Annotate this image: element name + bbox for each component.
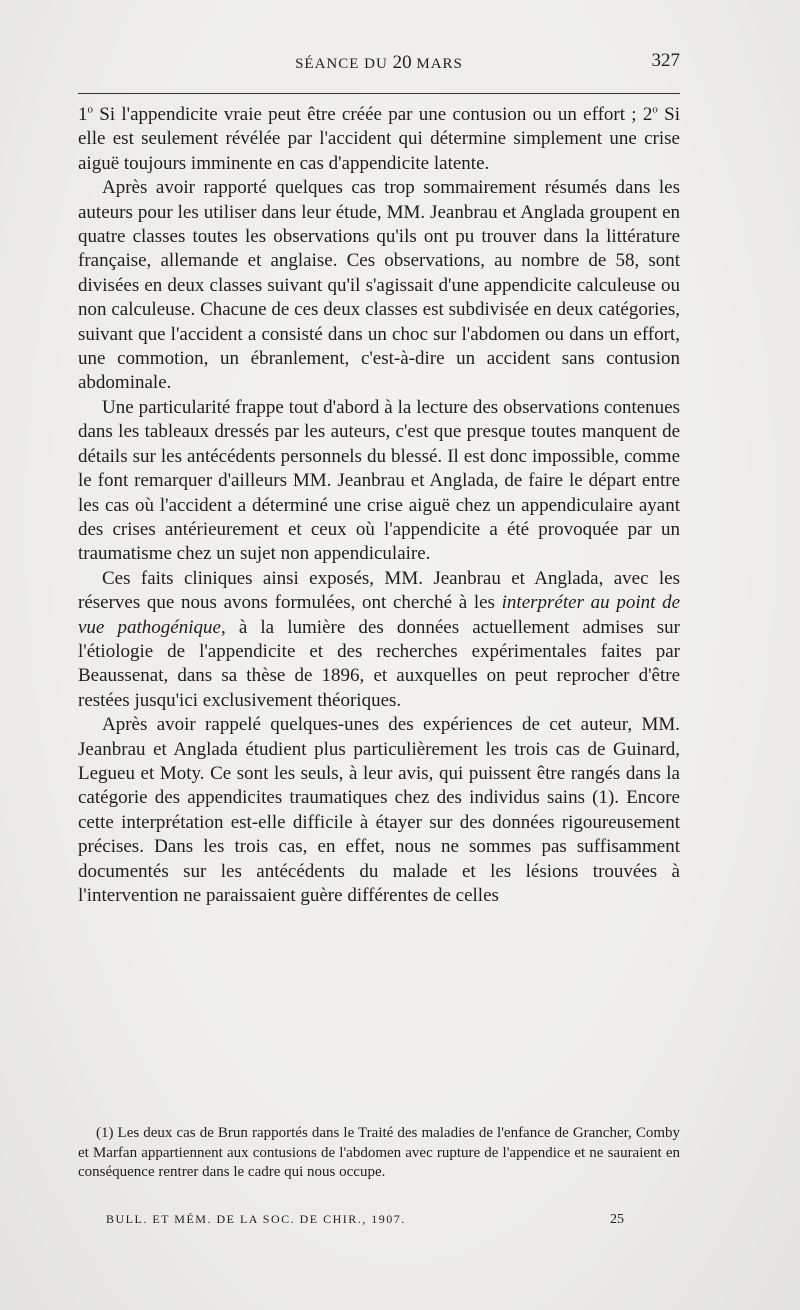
p4-italic: interpréter au point de vue pathogénique: [78, 592, 680, 638]
footnote: [78, 1124, 680, 1183]
page-footer: [78, 1212, 680, 1232]
footnote-text: (1) Les deux cas de Brun rapportés dans le Traité des maladies de l'enfance de Grancher, Comby et Marfan appartiennent aux contusions de l'abdomen avec rupture de l'appendice et ne sauraient en conséquence rentrer dans le cadre qui nous occupe.: [78, 1125, 680, 1181]
p4-text2: , à la lumière des données actuellement admises sur l'étiologie de l'appendicite et des recherches expérimentales faites par Beaussenat, dans sa thèse de 1896, et auxquelles on peut reprocher d'être restées jusqu'ici exclusivement théoriques.: [78, 616, 680, 711]
header-rule: [78, 93, 680, 94]
paragraph-2: Après avoir rapporté quelques cas trop sommairement résumés dans les auteurs pour les utiliser dans leur étude, MM. Jeanbrau et Anglada groupent en quatre classes toutes les observations qu'ils ont pu trouver dans la littérature française, allemande et anglaise. Ces observations, au nombre de 58, sont divisées en deux classes suivant qu'il s'agissait d'une appendicite calculeuse ou non calculeuse. Chacune de ces deux classes est subdivisée en deux catégories, suivant que l'accident a consisté dans un choc sur l'abdomen ou dans un effort, une commotion, un ébranlement, c'est-à-dire un accident sans contusion abdominale.: [78, 177, 680, 394]
p1-sup2: o: [652, 103, 658, 116]
footer-signature: 25: [610, 1212, 624, 1227]
footer-citation: BULL. ET MÉM. DE LA SOC. DE CHIR., 1907.: [106, 1212, 406, 1226]
p1-sup1: o: [87, 103, 93, 116]
paragraph-3: Une particularité frappe tout d'abord à la lecture des observations contenues dans les tableaux dressés par les auteurs, c'est que presque toutes manquent de détails sur les antécédents personnels du blessé. Il est donc impossible, comme le font remarquer d'ailleurs MM. Jeanbrau et Anglada, de faire le départ entre les cas où l'accident a déterminé une crise aiguë chez un appendiculaire ayant des crises antérieurement et ceux où l'appendicite a été provoquée par un traumatisme chez un sujet non appendiculaire.: [78, 396, 680, 565]
header-title-date: 20: [392, 52, 412, 73]
page-number: 327: [651, 50, 680, 71]
paragraph-1: [78, 103, 680, 176]
p4-text1: Ces faits cliniques ainsi exposés, MM. Jeanbrau et Anglada, avec les réserves que nous avons formulées, ont cherché à les: [78, 567, 680, 614]
paragraph-4: [78, 567, 680, 713]
header-title: [78, 52, 680, 74]
header-title-post: MARS: [411, 56, 463, 72]
body-text: [78, 103, 680, 908]
p1-text2: Si elle est seulement révélée par l'accident qui détermine simplement une crise aiguë toujours imminente en cas d'appendicite latente.: [78, 104, 680, 174]
header-title-pre: SÉANCE DU: [295, 56, 393, 72]
p1-text1: Si l'appendicite vraie peut être créée par une contusion ou un effort ; 2: [93, 104, 653, 125]
running-header: [78, 50, 680, 74]
paragraph-5: Après avoir rappelé quelques-unes des expériences de cet auteur, MM. Jeanbrau et Anglada étudient plus particulièrement les trois cas de Guinard, Legueu et Moty. Ce sont les seuls, à leur avis, qui puissent être rangés dans la catégorie des appendicites traumatiques chez des individus sains (1). Encore cette interprétation est-elle difficile à étayer sur des données rigoureusement précises. Dans les trois cas, en effet, nous ne sommes pas suffisamment documentés sur les antécédents du malade et les lésions trouvées à l'intervention ne paraissaient guère différentes de celles: [78, 714, 680, 906]
p1-num1: 1: [78, 104, 88, 125]
